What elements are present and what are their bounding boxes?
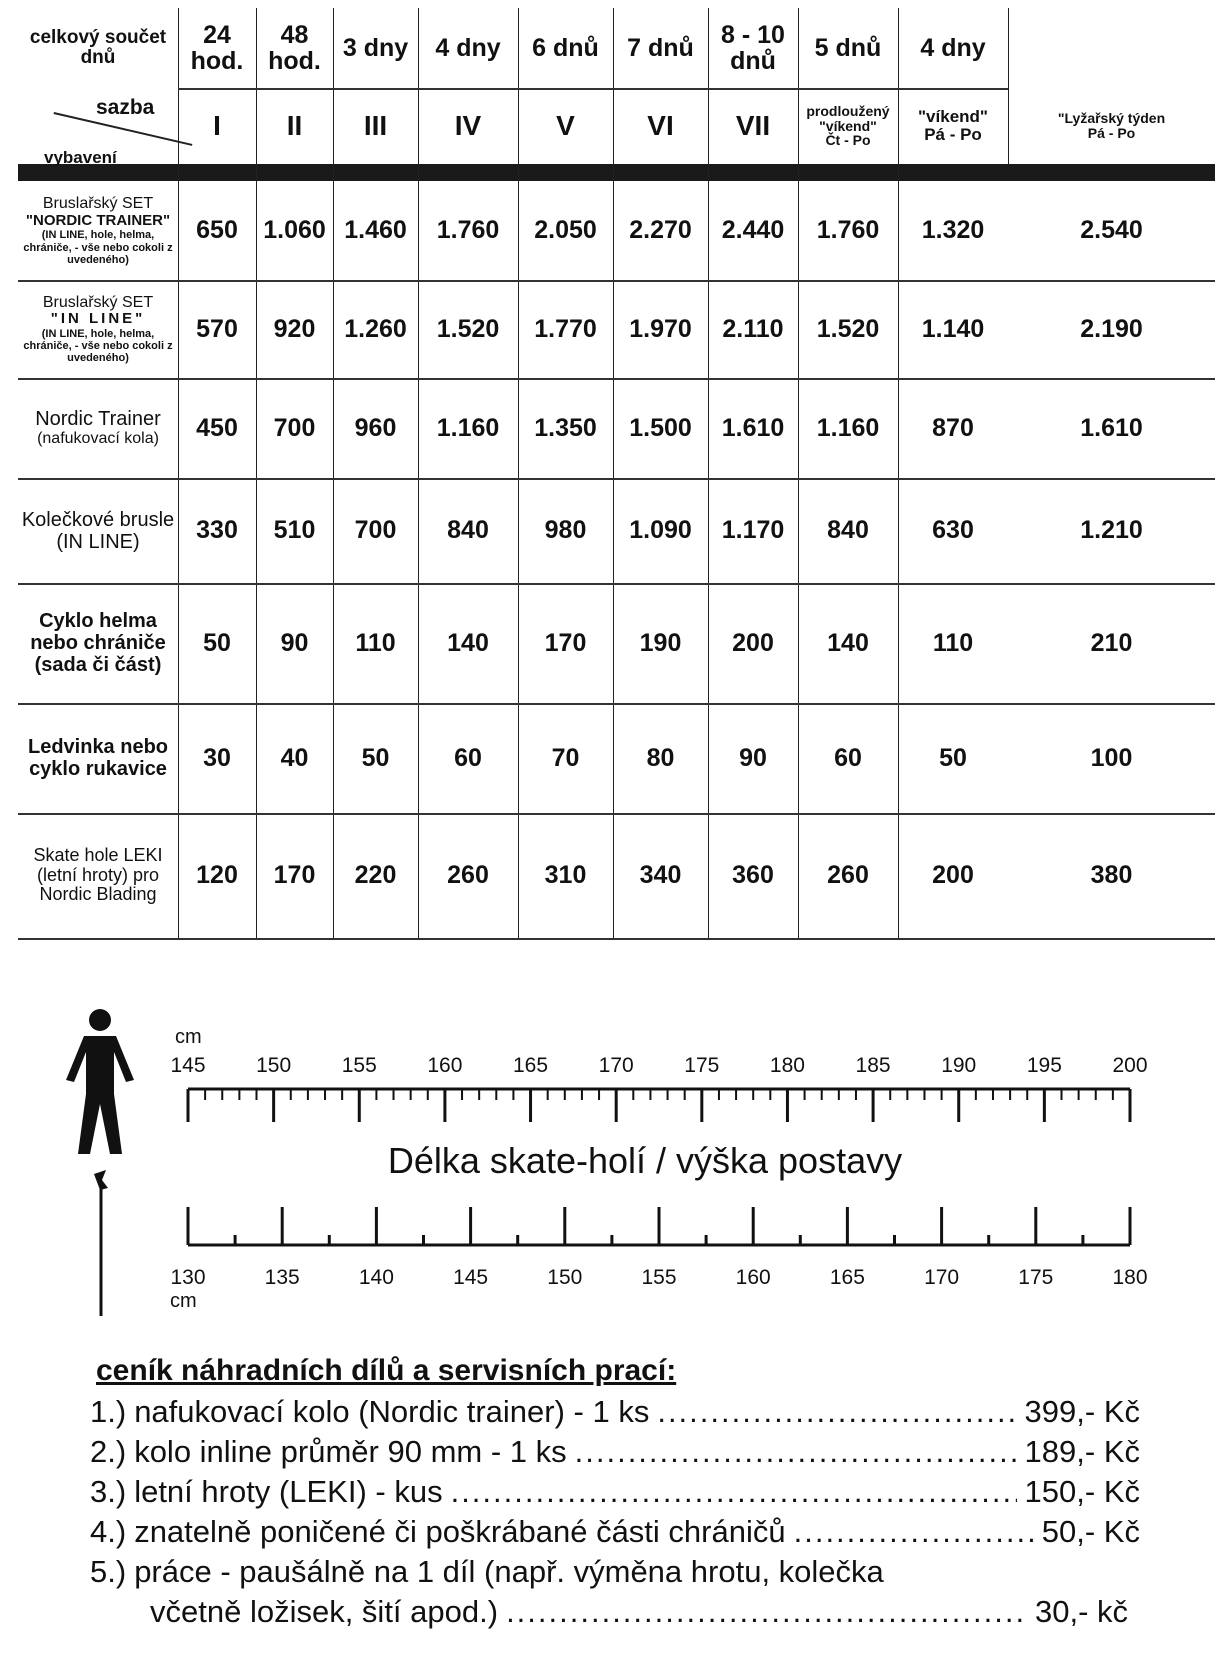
duration-header: 5 dnů	[814, 33, 882, 62]
special-rate-days: Pá - Po	[1087, 125, 1136, 141]
equipment-name: Bruslařský SET	[42, 293, 154, 311]
special-rate-name: "Lyžařský týden	[1057, 110, 1166, 127]
height-tick-label: 155	[341, 1054, 377, 1077]
price-cell: 510	[273, 516, 316, 545]
pole-tick-label: 150	[547, 1266, 583, 1289]
rate-header: II	[286, 110, 303, 142]
height-tick-label: 180	[769, 1054, 805, 1077]
price-cell: 1.460	[344, 216, 407, 245]
price-cell: 840	[827, 516, 869, 545]
header-total-days-label: celkový součet dnů	[29, 27, 167, 68]
special-rate-header	[798, 88, 898, 164]
height-tick-label: 160	[427, 1054, 463, 1077]
price-cell: 200	[932, 861, 974, 890]
rate-header: I	[213, 110, 221, 142]
pole-tick-label: 140	[358, 1266, 394, 1289]
header-separator-band	[18, 164, 1215, 181]
corner-rate-label: sazba	[96, 96, 155, 119]
height-tick-label: 195	[1026, 1054, 1062, 1077]
rate-header: IV	[454, 110, 482, 142]
price-cell: 920	[273, 314, 316, 343]
price-cell: 1.500	[629, 413, 692, 442]
equipment-subname: (nafukovací kola)	[37, 430, 159, 448]
height-tick-label: 190	[941, 1054, 977, 1077]
price-cell: 90	[280, 628, 309, 657]
row-label	[18, 813, 178, 938]
special-rate-header	[898, 88, 1008, 164]
pole-tick-label: 145	[453, 1266, 489, 1289]
special-rate-days: Čt - Po	[825, 132, 871, 149]
pole-tick-label: 175	[1018, 1266, 1054, 1289]
parts-item-text: kolo inline průměr 90 mm - 1 ks	[134, 1434, 567, 1469]
equipment-note: (IN LINE, hole, helma, chrániče, - vše nebo cokoli z uvedeného)	[23, 229, 173, 266]
price-cell: 60	[454, 743, 482, 772]
price-cell: 170	[544, 628, 587, 657]
equipment-name: Cyklo helma nebo chrániče (sada či část)	[30, 610, 166, 676]
price-cell: 360	[732, 861, 774, 890]
price-cell: 260	[447, 861, 489, 890]
parts-item-number: 2.)	[90, 1434, 127, 1469]
price-cell: 1.210	[1080, 516, 1143, 545]
row-label	[18, 181, 178, 280]
duration-header: 8 - 10 dnů	[721, 20, 785, 75]
special-rate-name: "víkend"	[918, 107, 988, 127]
price-cell: 1.760	[816, 216, 880, 245]
price-cell: 120	[196, 861, 238, 890]
price-cell: 1.160	[816, 413, 880, 442]
price-cell: 2.540	[1080, 216, 1143, 245]
special-rate-header	[1008, 88, 1215, 164]
price-cell: 90	[739, 743, 767, 772]
price-cell: 100	[1090, 743, 1133, 772]
price-cell: 30	[203, 743, 231, 772]
price-cell: 650	[196, 216, 238, 245]
price-cell: 630	[932, 516, 974, 545]
price-cell: 140	[447, 628, 489, 657]
equipment-subname: "IN LINE"	[50, 310, 146, 328]
parts-item-leader	[794, 1514, 1034, 1550]
price-cell: 1.060	[263, 216, 326, 245]
parts-item	[90, 1514, 1140, 1550]
price-cell: 1.090	[629, 516, 692, 545]
parts-item-leader	[657, 1394, 1016, 1430]
pole-tick-label: 160	[735, 1266, 771, 1289]
duration-header: 48 hod.	[268, 20, 321, 75]
price-cell: 60	[834, 743, 862, 772]
equipment-name: Nordic Trainer	[35, 408, 161, 431]
pole-unit-label: cm	[170, 1290, 197, 1312]
price-cell: 980	[544, 516, 587, 545]
price-cell: 1.610	[721, 413, 785, 442]
price-cell: 110	[932, 628, 974, 657]
rate-header: III	[363, 110, 388, 142]
height-tick-label: 175	[684, 1054, 720, 1077]
parts-item-price: 399,- Kč	[1024, 1394, 1140, 1429]
row-label	[18, 280, 178, 378]
row-divider	[18, 938, 1215, 940]
height-tick-label: 170	[598, 1054, 634, 1077]
price-cell: 340	[639, 861, 682, 890]
price-cell: 170	[273, 861, 316, 890]
equipment-note: (IN LINE, hole, helma, chrániče, - vše nebo cokoli z uvedeného)	[23, 327, 173, 365]
height-tick-label: 150	[256, 1054, 292, 1077]
parts-item	[90, 1394, 1140, 1430]
price-cell: 570	[196, 314, 238, 343]
parts-item	[90, 1554, 1140, 1590]
duration-header: 3 dny	[342, 33, 409, 62]
height-tick-label: 165	[513, 1054, 549, 1077]
parts-item-text: nafukovací kolo (Nordic trainer) - 1 ks	[134, 1394, 650, 1429]
price-cell: 2.190	[1080, 314, 1143, 343]
parts-item-number: 3.)	[90, 1474, 127, 1509]
pole-tick-label: 155	[641, 1266, 677, 1289]
rate-header: VI	[647, 110, 674, 142]
duration-header: 7 dnů	[627, 33, 694, 62]
price-cell: 190	[639, 628, 682, 657]
price-cell: 1.770	[534, 314, 597, 343]
duration-header: 4 dny	[435, 33, 501, 62]
equipment-name: Bruslařský SET	[42, 195, 154, 213]
price-cell: 1.170	[721, 516, 785, 545]
price-cell: 960	[354, 413, 397, 442]
price-cell: 1.160	[436, 413, 500, 442]
parts-item-leader	[575, 1434, 1017, 1470]
rate-header: V	[556, 110, 575, 142]
price-cell: 1.520	[816, 314, 880, 343]
rate-header: VII	[735, 110, 771, 142]
scale-rulers	[0, 1080, 1224, 1280]
price-cell: 2.110	[722, 314, 784, 343]
special-rate-days: Pá - Po	[924, 125, 982, 144]
parts-item-price: 150,- Kč	[1024, 1474, 1140, 1509]
price-table	[18, 8, 1218, 943]
parts-item-price: 30,- kč	[1034, 1594, 1128, 1629]
price-cell: 450	[196, 413, 238, 442]
pole-tick-label: 170	[924, 1266, 960, 1289]
pole-tick-label: 180	[1112, 1266, 1148, 1289]
equipment-name: Ledvinka nebo cyklo rukavice	[27, 736, 169, 780]
scale-title: Délka skate-holí / výška postavy	[387, 1140, 903, 1181]
price-cell: 2.440	[721, 216, 785, 245]
price-cell: 200	[732, 628, 774, 657]
parts-item-price: 50,- Kč	[1041, 1514, 1140, 1549]
price-cell: 50	[939, 743, 967, 772]
parts-item-leader	[506, 1594, 1027, 1630]
parts-item	[142, 1594, 1128, 1630]
special-rate-name: prodloužený "víkend"	[806, 102, 890, 134]
height-tick-label: 185	[855, 1054, 891, 1077]
height-tick-label: 145	[170, 1054, 206, 1077]
corner-equipment-label: vybavení	[44, 148, 117, 167]
price-cell: 220	[354, 861, 397, 890]
price-cell: 1.350	[534, 413, 597, 442]
price-cell: 310	[544, 861, 587, 890]
price-cell: 50	[203, 628, 231, 657]
parts-item-number: 4.)	[90, 1514, 127, 1549]
price-cell: 380	[1090, 861, 1133, 890]
price-cell: 70	[551, 743, 580, 772]
price-cell: 1.610	[1080, 413, 1143, 442]
price-cell: 1.970	[629, 314, 692, 343]
price-cell: 110	[355, 628, 396, 657]
duration-header: 24 hod.	[190, 20, 244, 75]
pole-tick-label: 130	[170, 1266, 206, 1289]
parts-item	[90, 1434, 1140, 1470]
parts-title: ceník náhradních dílů a servisních prací:	[96, 1354, 677, 1387]
parts-item-price: 189,- Kč	[1024, 1434, 1140, 1469]
parts-item-text: letní hroty (LEKI) - kus	[134, 1474, 443, 1509]
parts-item-text: práce - paušálně na 1 díl (např. výměna hrotu, kolečka	[134, 1554, 884, 1589]
price-cell: 700	[354, 516, 397, 545]
duration-header: 4 dny	[920, 33, 986, 62]
price-cell: 1.140	[921, 314, 985, 343]
pole-tick-label: 135	[264, 1266, 300, 1289]
pole-tick-label: 165	[829, 1266, 865, 1289]
price-cell: 330	[196, 516, 238, 545]
height-unit-label: cm	[175, 1026, 202, 1048]
price-cell: 1.320	[921, 216, 985, 245]
parts-item-text: včetně ložisek, šití apod.)	[150, 1594, 499, 1629]
price-cell: 700	[273, 413, 316, 442]
price-cell: 140	[827, 628, 869, 657]
row-label	[18, 478, 178, 583]
price-cell: 2.050	[534, 216, 597, 245]
parts-item-number: 1.)	[90, 1394, 127, 1429]
price-cell: 50	[361, 743, 390, 772]
price-cell: 2.270	[629, 216, 692, 245]
parts-item	[90, 1474, 1140, 1510]
price-cell: 1.760	[436, 216, 500, 245]
row-label	[18, 703, 178, 813]
equipment-name: Skate hole LEKI (letní hroty) pro Nordic Blading	[33, 844, 163, 905]
duration-header: 6 dnů	[532, 33, 599, 62]
price-cell: 840	[447, 516, 489, 545]
equipment-subname: "NORDIC TRAINER"	[25, 211, 171, 229]
parts-item-text: znatelně poničené či poškrábané části chráničů	[134, 1514, 786, 1549]
price-cell: 1.520	[436, 314, 500, 343]
price-cell: 80	[646, 743, 675, 772]
parts-item-leader	[451, 1474, 1017, 1510]
row-label	[18, 583, 178, 703]
price-cell: 870	[932, 413, 974, 442]
price-cell: 40	[280, 743, 309, 772]
parts-item-number: 5.)	[90, 1554, 127, 1589]
height-tick-label: 200	[1112, 1054, 1148, 1077]
row-label	[18, 378, 178, 478]
price-cell: 260	[827, 861, 869, 890]
price-cell: 1.260	[344, 314, 407, 343]
equipment-name: Kolečkové brusle (IN LINE)	[21, 508, 175, 553]
price-cell: 210	[1090, 628, 1133, 657]
